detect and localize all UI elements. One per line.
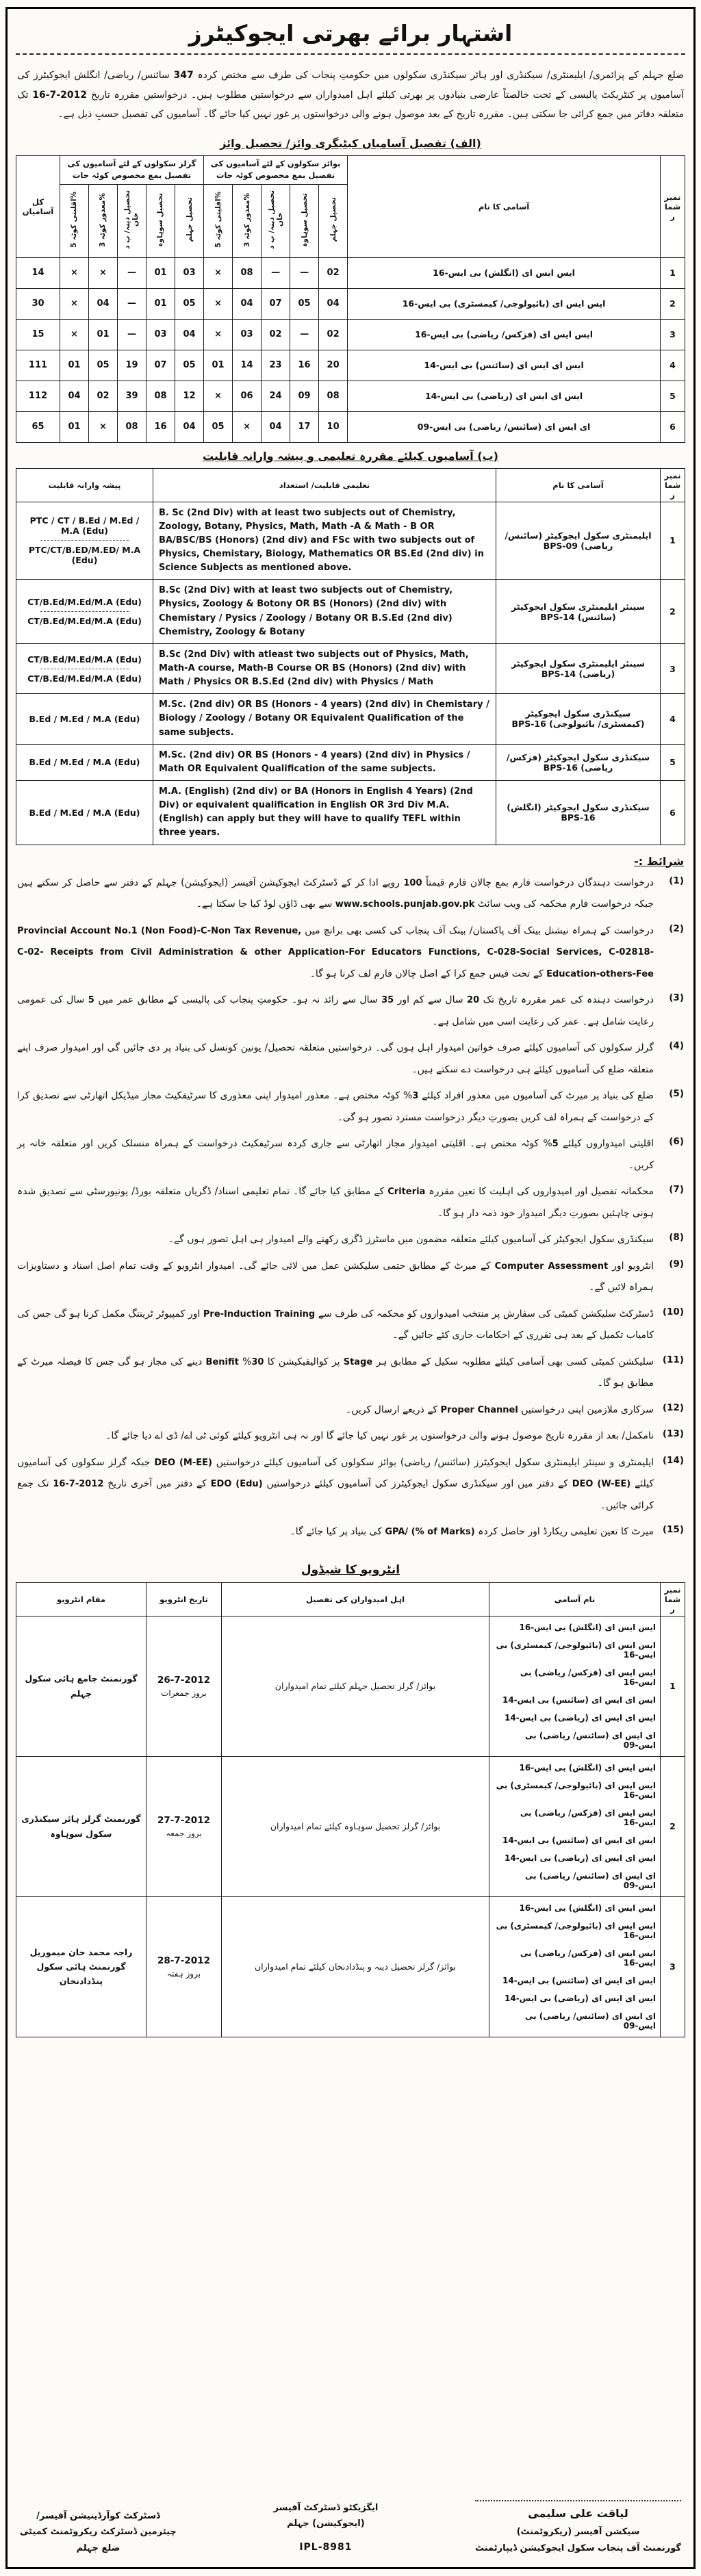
count-cell: 02 [319, 257, 348, 288]
total-cell: 65 [16, 411, 60, 442]
interview-schedule-heading: انٹرویو کا شیڈول [301, 1562, 400, 1577]
post-name-cell: ایس ای ایس ای (ریاضی) بی ایس-14 [348, 381, 661, 411]
girls-group-header: گرلز سکولوں کے لئے آسامیوں کی تفصیل بمع مخصوص کوٹہ جات [60, 156, 204, 185]
detail-col-header: اہل امیدواران کی تفصیل [222, 1582, 489, 1616]
academic-qualification-cell: M.A. (English) (2nd div) or BA (Honors in English 4 Years) (2nd Div) or equivalent qualification in English OR 3rd Div M.A. (English) can apply but they will have to qualify TEFL within three years. [153, 780, 496, 845]
condition-item [17, 920, 684, 986]
post-col-header: آسامی کا نام [348, 156, 661, 258]
count-cell: × [204, 257, 233, 288]
count-cell: 02 [89, 381, 118, 411]
academic-qualification-cell: B. Sc (2nd Div) with at least two subjects out of Chemistry, Zoology, Botany, Physics, Math, Math -A & Math - B OR BA/BSC/BS (Honors) (2nd div) and FSc with two subjects out of Physics, Chemistary, Biology, Mathematics OR BS.Ed (2nd div) in Science Subjects as mentioned above. [153, 502, 496, 580]
post-name-cell: ایس ای ایس ای (سائنس) بی ایس-14 [348, 350, 661, 381]
condition-item [17, 990, 684, 1033]
qualification-row [16, 694, 685, 744]
condition-text: درخواست کے ہمراہ نیشنل بینک آف پاکستان/ بینک آف پنجاب کی کسی بھی برانچ میں Provincial Account No.1 (Non Food)-C-Non Tax Revenue, C-02- Receipts from Civil Administration & other Application-For Educators Functions, C-028-Social Services, C-02818-Education-others-Fee کے تحت فیس جمع کرا کے اصل چالان فارم لف کرنا ہو گا۔ [17, 925, 654, 979]
count-cell: 02 [262, 319, 290, 350]
post-line: ایس ای ایس ای (ریاضی) بی ایس-14 [505, 1712, 656, 1723]
schedule-row [16, 1756, 685, 1896]
count-cell: 07 [262, 288, 290, 319]
vacancy-table-head [16, 156, 685, 258]
professional-qualification-cell [16, 780, 153, 845]
professional-line: CT/B.Ed/M.Ed/M.A (Edu) [27, 616, 142, 627]
count-cell: × [204, 288, 233, 319]
total-cell: 14 [16, 257, 60, 288]
quota-col-header [204, 184, 233, 257]
condition-text: انٹرویو اور Computer Assessment کے میرٹ کے مطابق حتمی سلیکشن عمل میں لائی جائے گی۔ امیدوار انٹرویو کے وقت تمام اصل اسناد و دستاویزات ہمراہ لائیں گے۔ [17, 1260, 654, 1293]
serial-cell: 3 [661, 319, 685, 350]
condition-text: گرلز سکولوں کی آسامیوں کیلئے صرف خواتین امیدوار اہل ہوں گی۔ درخواستیں متعلقہ تحصیل/ یونین کونسل کی بنیاد پر دی جائیں گی اور امیدوار صرف اپنے متعلقہ ضلع کی آسامیوں کیلئے ہی درخواست دے سکتے ہیں۔ [17, 1042, 654, 1075]
total-cell: 111 [16, 350, 60, 381]
condition-number: (6) [669, 1136, 684, 1148]
post-name-cell: سینئر ایلیمنٹری سکول ایجوکیٹر (سائنس) BPS-14 [496, 580, 661, 644]
qualification-table-head [16, 468, 685, 502]
serial-cell: 3 [661, 643, 685, 693]
conditions-list [17, 873, 684, 1543]
schedule-row [16, 1896, 685, 2037]
post-line: ایس ای ایس ای (ریاضی) بی ایس-14 [505, 1853, 656, 1863]
post-line: ایس ای ایس ای (سائنس) بی ایس-14 [502, 1695, 656, 1705]
post-name-cell: سینئر ایلیمنٹری سکول ایجوکیٹر (ریاضی) BPS-14 [496, 643, 661, 693]
condition-item [17, 1133, 684, 1176]
condition-number: (2) [669, 923, 684, 934]
count-cell: 04 [60, 381, 89, 411]
condition-number: (15) [662, 1524, 684, 1536]
qualification-row [16, 580, 685, 644]
ad-frame [5, 7, 696, 2569]
qualification-row [16, 744, 685, 780]
condition-item [17, 873, 684, 916]
condition-number: (3) [669, 992, 684, 1004]
date-cell [146, 1756, 222, 1896]
condition-number: (10) [662, 1306, 684, 1317]
serial-col-header: نمبر شمار [661, 468, 685, 502]
serial-cell: 1 [661, 1616, 685, 1756]
post-line: ای ایس ای (سائنس/ ریاضی) بی ایس-09 [524, 1870, 656, 1890]
count-cell: 14 [233, 350, 262, 381]
vacancy-row [16, 288, 685, 319]
ipl-number: IPL-8981 [299, 2541, 353, 2553]
venue-cell: گورنمنٹ جامع ہائی سکول جہلم [16, 1616, 146, 1756]
condition-number: (14) [662, 1454, 684, 1466]
post-line: ایس ایس ای (انگلش) بی ایس-16 [519, 1762, 656, 1773]
table-a-body [16, 257, 685, 442]
post-line: ایس ایس ای (فزکس/ ریاضی) بی ایس-16 [520, 1948, 656, 1968]
professional-line: CT/B.Ed/M.Ed/M.A (Edu) [27, 654, 142, 665]
serial-cell: 2 [661, 580, 685, 644]
ad-title: اشتہار برائے بھرتی ایجوکیٹرز [16, 17, 685, 55]
divider [40, 611, 128, 612]
candidates-detail-cell: بوائز/ گرلز تحصیل دینہ و پنڈدادنخان کیلئے تمام امیدواران [222, 1896, 489, 2037]
condition-text: محکمانہ تفصیل اور امیدواروں کی اہلیت کا تعین مقررہ Criteria کے مطابق کیا جائے گا۔ تمام تعلیمی اسناد/ ڈگریاں متعلقہ بورڈ/ یونیورسٹی سے تصدیق شدہ ہونی چاہئیں بصورتِ دیگر امیدوار خود ذمہ دار ہو گا۔ [17, 1186, 654, 1219]
post-line: ایس ایس ای (فزکس/ ریاضی) بی ایس-16 [520, 1667, 656, 1687]
signatory-title: سیکشن آفیسر (ریکروٹمنٹ) [516, 2527, 640, 2538]
count-cell: — [290, 257, 319, 288]
count-cell: 03 [233, 319, 262, 350]
post-name-cell: ای ایس ای (سائنس/ ریاضی) بی ایس-09 [348, 411, 661, 442]
divider [40, 540, 128, 541]
post-line: ایس ایس ای (بائیولوجی/ کیمسٹری) بی ایس-16 [496, 1780, 656, 1800]
count-cell: 04 [175, 319, 204, 350]
condition-number: (7) [669, 1184, 684, 1196]
table-header-row [16, 1582, 685, 1616]
quota-col-label: تحصیل جہلم [185, 197, 194, 242]
condition-item [17, 1085, 684, 1129]
condition-number: (9) [669, 1258, 684, 1270]
section-a-heading: (الف) تفصیل آسامیاں کیٹیگری وائز/ تحصیل وائز [220, 137, 481, 151]
academic-qualification-cell: B.Sc (2nd Div) with at least two subjects out of Chemistry, Physics, Zoology & Botony OR BS (Honors) (2nd div) with Chemistary / Pysics / Zoology / Botany OR B.S.Ed (2nd div) Chemistry, Zoology & Botany [153, 580, 496, 644]
quota-col-header [89, 184, 118, 257]
count-cell: 04 [89, 288, 118, 319]
count-cell: × [204, 319, 233, 350]
condition-item [17, 1452, 684, 1517]
count-cell: 01 [89, 319, 118, 350]
condition-item [17, 1304, 684, 1347]
qualification-row [16, 780, 685, 845]
post-col-header: نام آسامی [489, 1582, 661, 1616]
academic-qualification-cell: B.Sc (2nd Div) with atleast two subjects out of Physics, Math, Math-A course, Math-B Course OR BS (Honors) (2nd div) with Math / Physics OR B.S.Ed (2nd div) with Physics / Math [153, 643, 496, 693]
table-header-row [16, 468, 685, 502]
signatory-office: (ایجوکیشن) جہلم [287, 2519, 365, 2529]
condition-item [17, 1256, 684, 1299]
schedule-table-head [16, 1582, 685, 1616]
serial-cell: 5 [661, 381, 685, 411]
post-line: ایس ای ایس ای (سائنس) بی ایس-14 [502, 1975, 656, 1985]
table-b-body [16, 502, 685, 845]
condition-text: نامکمل/ بعد از مقررہ تاریخ موصول ہونے والی درخواستوں پر غور نہیں کیا جائے گا اور نہ ہی انٹرویو کیلئے کوئی ٹی اے/ ڈی اے دیا جائے گا۔ [105, 1430, 654, 1442]
condition-text: درخواست دہندگان درخواست فارم بمع چالان فارم قیمتاً 100 روپے ادا کر کے ڈسٹرکٹ ایجوکیشن آفیسر (ایجوکیشن) جہلم کے دفتر سے حاصل کر سکتے ہیں جبکہ درخواست فارم محکمہ کی ویب سائٹ www.schools.punjab.gov.pk سے بھی ڈاؤن لوڈ کیا جا سکتا ہے۔ [17, 877, 654, 910]
candidates-detail-cell: بوائز/ گرلز تحصیل جہلم کیلئے تمام امیدواران [222, 1616, 489, 1756]
post-name-cell: ایلیمنٹری سکول ایجوکیٹر (سائنس/ ریاضی) BPS-09 [496, 502, 661, 580]
quota-col-label: تحصیل سوہاوہ [156, 192, 165, 247]
interview-day: بروز جمعرات [161, 1688, 207, 1698]
condition-text: ایلیمنٹری و سینئر ایلیمنٹری سکول ایجوکیٹرز (سائنس/ ریاضی) بوائز سکولوں کی آسامیوں کیلئے درخواستیں DEO (M-EE) جبکہ گرلز سکولوں کی آسامیوں کیلئے DEO (W-EE) کے دفتر میں اور سیکنڈری سکول ایجوکیٹرز کی آسامیوں کیلئے درخواستیں EDO (Edu) کے دفتر میں آخری تاریخ 16-7-2012 تک جمع کرائی جائیں۔ [17, 1456, 654, 1511]
condition-item [17, 1521, 684, 1543]
schedule-row [16, 1616, 685, 1756]
condition-item [17, 1229, 684, 1251]
count-cell: 23 [262, 350, 290, 381]
signatory-district: ضلع جہلم [76, 2542, 120, 2553]
count-cell: 08 [233, 257, 262, 288]
condition-number: (13) [662, 1428, 684, 1440]
count-cell: 05 [204, 411, 233, 442]
condition-number: (8) [669, 1232, 684, 1244]
count-cell: 01 [146, 257, 175, 288]
count-cell: 12 [175, 381, 204, 411]
interview-date: 28-7-2012 [157, 1955, 210, 1966]
count-cell: — [118, 288, 146, 319]
venue-cell: گورنمنٹ گرلز ہائر سیکنڈری سکول سوہاوہ [16, 1756, 146, 1896]
count-cell: × [89, 257, 118, 288]
posts-cell [489, 1616, 661, 1756]
post-name-cell: سیکنڈری سکول ایجوکیٹر (انگلش) BPS-16 [496, 780, 661, 845]
serial-cell: 1 [661, 257, 685, 288]
count-cell: 20 [319, 350, 348, 381]
quota-col-label: معذور کوٹہ 3% [99, 192, 107, 247]
signature-right-block [475, 2500, 681, 2556]
post-line: ای ایس ای (سائنس/ ریاضی) بی ایس-09 [524, 2011, 656, 2031]
count-cell: 04 [175, 411, 204, 442]
signatory-name: لیاقت علی سلیمی [475, 2500, 681, 2524]
quota-col-header [233, 184, 262, 257]
condition-text: ضلع کی بنیاد پر میرٹ کی آسامیوں میں معذور افراد کیلئے 3% کوٹہ مختص ہے۔ معذور امیدوار اپنی معذوری کا سرٹیفکیٹ مجاز میڈیکل اتھارٹی سے تصدیق کرا کے درخواست کے ہمراہ لف کریں بصورتِ دیگر درخواست مسترد تصور ہو گی۔ [17, 1090, 654, 1123]
count-cell: 05 [175, 288, 204, 319]
interview-day: بروز ہفتہ [166, 1968, 201, 1979]
quota-col-label: تحصیل سوہاوہ [300, 192, 309, 247]
professional-line: PTC / CT / B.Ed / M.Ed / M.A (Edu) [29, 515, 140, 537]
count-cell: 09 [290, 381, 319, 411]
count-cell: — [118, 319, 146, 350]
quota-col-label: تحصیل دینہ/ پ د خان [123, 190, 140, 250]
post-line: ای ایس ای (سائنس/ ریاضی) بی ایس-09 [524, 1730, 656, 1750]
signature-left-block [20, 2508, 177, 2556]
quota-col-header [118, 184, 146, 257]
condition-number: (4) [669, 1040, 684, 1052]
interview-date: 27-7-2012 [157, 1814, 210, 1826]
signatory-department: گورنمنٹ آف پنجاب سکول ایجوکیشن ڈیپارٹمنٹ [475, 2542, 681, 2553]
posts-cell [489, 1896, 661, 2037]
post-line: ایس ایس ای (انگلش) بی ایس-16 [519, 1903, 656, 1913]
quota-col-label: اقلیتی کوٹہ 5% [214, 192, 222, 248]
condition-text: سرکاری ملازمین اپنی درخواستیں Proper Channel کے ذریعے ارسال کریں۔ [346, 1404, 654, 1415]
professional-line: B.Ed / M.Ed / M.A (Edu) [29, 713, 140, 724]
professional-line: CT/B.Ed/M.Ed/M.A (Edu) [27, 673, 142, 684]
total-cell: 15 [16, 319, 60, 350]
quota-col-header [262, 184, 290, 257]
condition-number: (5) [669, 1088, 684, 1100]
count-cell: × [60, 257, 89, 288]
professional-line: PTC/CT/B.ED/M.ED/ M.A (Edu) [28, 545, 141, 566]
quota-col-label: اقلیتی کوٹہ 5% [70, 192, 79, 248]
academic-qualification-cell: M.Sc. (2nd div) OR BS (Honors - 4 years) (2nd div) in Physics / Math OR Equivalent Qualification of the same subjects. [153, 744, 496, 780]
quota-col-header [175, 184, 204, 257]
signature-row [20, 2500, 681, 2556]
posts-cell [489, 1756, 661, 1896]
count-cell: × [89, 411, 118, 442]
signatory-title: ڈسٹرکٹ کوآرڈینیشن آفیسر/ [36, 2510, 160, 2521]
count-cell: 01 [146, 288, 175, 319]
vacancy-row [16, 257, 685, 288]
condition-number: (11) [662, 1354, 684, 1365]
vacancy-row [16, 381, 685, 411]
academic-col-header: تعلیمی قابلیت/ استعداد [153, 468, 496, 502]
date-col-header: تاریخ انٹرویو [146, 1582, 222, 1616]
condition-number: (1) [669, 875, 684, 886]
professional-col-header: پیشہ وارانہ قابلیت [16, 468, 153, 502]
serial-cell: 3 [661, 1896, 685, 2037]
count-cell: 01 [60, 411, 89, 442]
condition-text: میرٹ کا تعین تعلیمی ریکارڈ اور حاصل کردہ GPA/ (% of Marks) کی بنیاد پر کیا جائے گا۔ [290, 1526, 654, 1538]
signatory-committee: چیئرمین ڈسٹرکٹ ریکروٹمنٹ کمیٹی [20, 2527, 177, 2538]
count-cell: × [204, 381, 233, 411]
quota-col-header [60, 184, 89, 257]
count-cell: 10 [319, 411, 348, 442]
count-cell: — [118, 257, 146, 288]
professional-qualification-cell [16, 744, 153, 780]
venue-col-header: مقام انٹرویو [16, 1582, 146, 1616]
section-b-heading: (ب) آسامیوں کیلئے مقررہ تعلیمی و پیشہ وارانہ قابلیت [202, 449, 498, 463]
count-cell: 03 [146, 319, 175, 350]
professional-qualification-cell [16, 580, 153, 644]
count-cell: 04 [319, 288, 348, 319]
intro-paragraph: ضلع جہلم کے پرائمری/ ایلیمنٹری/ سیکنڈری اور ہائر سیکنڈری سکولوں میں حکومتِ پنجاب کی طرف سے مختص کردہ 347 سائنس/ ریاضی/ انگلش ایجوکیٹرز کی آسامیوں پر کنٹریکٹ پالیسی کے تحت خالصتاً عارضی بنیادوں پر بھرتی کیلئے اہل امیدواران سے درخواستیں مطلوب ہیں۔ درخواستیں مقررہ تاریخ 16-7-2012 تک متعلقہ دفاتر میں جمع کرائی جا سکتی ہیں۔ مقررہ تاریخ کے بعد موصول ہونے والی درخواستوں پر غور نہیں کیا جائے گا۔ آسامیوں کی تفصیل حسبِ ذیل ہے۔ [17, 70, 684, 120]
date-cell [146, 1896, 222, 2037]
interview-date: 26-7-2012 [157, 1674, 210, 1686]
conditions-section [17, 855, 684, 1548]
condition-number: (12) [662, 1402, 684, 1413]
serial-cell: 2 [661, 1756, 685, 1896]
count-cell: 05 [290, 288, 319, 319]
condition-item [17, 1400, 684, 1421]
qualification-row [16, 502, 685, 580]
count-cell: 19 [118, 350, 146, 381]
professional-qualification-cell [16, 643, 153, 693]
post-col-header: آسامی کا نام [496, 468, 661, 502]
count-cell: 08 [118, 411, 146, 442]
post-name-cell: ایس ایس ای (فزکس/ ریاضی) بی ایس-16 [348, 319, 661, 350]
count-cell: — [290, 319, 319, 350]
post-name-cell: سیکنڈری سکول ایجوکیٹر (کیمسٹری/ بائیولوجی) BPS-16 [496, 694, 661, 744]
professional-qualification-cell [16, 694, 153, 744]
condition-item [17, 1426, 684, 1447]
post-name-cell: ایس ایس ای (بائیولوجی/ کیمسٹری) بی ایس-16 [348, 288, 661, 319]
condition-text: سلیکشن کمیٹی کسی بھی آسامی کیلئے مطلوبہ سکیل کے مطابق ہر Stage پر کوالیفیکیشن کا 30% Benifit دینے کی مجاز ہو گی جس کا فیصلہ میرٹ کے مطابق ہو گا۔ [17, 1356, 654, 1389]
signatory-title: ایگزیکٹو ڈسٹرکٹ آفیسر [273, 2503, 379, 2514]
count-cell: 16 [290, 350, 319, 381]
post-line: ایس ایس ای (فزکس/ ریاضی) بی ایس-16 [520, 1807, 656, 1827]
count-cell: 08 [146, 381, 175, 411]
count-cell: 04 [233, 288, 262, 319]
count-cell: 02 [319, 319, 348, 350]
quota-col-header [319, 184, 348, 257]
count-cell: 06 [233, 381, 262, 411]
count-cell: 07 [146, 350, 175, 381]
professional-line: B.Ed / M.Ed / M.A (Edu) [29, 757, 140, 768]
count-cell: 16 [146, 411, 175, 442]
table-header-row [16, 156, 685, 185]
count-cell: 39 [118, 381, 146, 411]
count-cell: × [233, 411, 262, 442]
professional-line: B.Ed / M.Ed / M.A (Edu) [29, 807, 140, 818]
count-cell: 24 [262, 381, 290, 411]
academic-qualification-cell: M.Sc. (2nd div) OR BS (Honors - 4 years) (2nd div) in Chemistary / Biology / Zoology / Botany OR Equivalent Qualification of the same subjects. [153, 694, 496, 744]
quota-col-header [146, 184, 175, 257]
count-cell: 05 [89, 350, 118, 381]
interview-day: بروز جمعہ [166, 1828, 202, 1838]
vacancy-row [16, 350, 685, 381]
spacer [16, 2037, 685, 2488]
condition-text: سیکنڈری سکول ایجوکیٹر کی آسامیوں کیلئے متعلقہ مضمون میں ماسٹرز ڈگری رکھنے والے امیدوار ہی اہل تصور ہوں گے۔ [168, 1234, 654, 1246]
condition-item [17, 1038, 684, 1081]
count-cell: 08 [319, 381, 348, 411]
serial-cell: 5 [661, 744, 685, 780]
serial-cell: 6 [661, 411, 685, 442]
post-name-cell: سیکنڈری سکول ایجوکیٹر (فزکس/ ریاضی) BPS-16 [496, 744, 661, 780]
count-cell: 01 [204, 350, 233, 381]
count-cell: 05 [175, 350, 204, 381]
serial-cell: 2 [661, 288, 685, 319]
total-col-header: کل آسامیاں [16, 156, 60, 258]
post-line: ایس ای ایس ای (سائنس) بی ایس-14 [502, 1835, 656, 1845]
post-line: ایس ای ایس ای (ریاضی) بی ایس-14 [505, 1993, 656, 2003]
condition-item [17, 1181, 684, 1224]
condition-item [17, 1352, 684, 1395]
qualification-row [16, 643, 685, 693]
serial-col-header: نمبر شمار [661, 1582, 685, 1616]
signature-center-block [274, 2500, 379, 2556]
count-cell: 04 [262, 411, 290, 442]
vacancy-detail-table [16, 155, 685, 443]
post-name-cell: ایس ایس ای (انگلش) بی ایس-16 [348, 257, 661, 288]
count-cell: × [60, 288, 89, 319]
vacancy-row [16, 319, 685, 350]
interview-schedule-table [16, 1582, 685, 2037]
condition-text: اقلیتی امیدواروں کیلئے 5% کوٹہ مختص ہے۔ اقلیتی امیدوار مجاز اتھارٹی سے جاری کردہ سرٹیفکیٹ درخواست کے ہمراہ منسلک کریں اور متعلقہ خانہ پر کریں۔ [17, 1138, 654, 1171]
serial-cell: 4 [661, 694, 685, 744]
quota-col-label: تحصیل جہلم [329, 197, 337, 242]
professional-qualification-cell [16, 502, 153, 580]
quota-col-label: تحصیل دینہ/ پ د خان [267, 190, 284, 250]
condition-text: درخواست دہندہ کی عمر مقررہ تاریخ تک 20 سال سے کم اور 35 سال سے زائد نہ ہو۔ حکومتِ پنجاب کی پالیسی کے مطابق عمر میں 5 سال کی عمومی رعایت شامل ہے۔ عمر کی رعایت اسی میں شامل ہے۔ [17, 994, 654, 1027]
count-cell: 03 [175, 257, 204, 288]
serial-cell: 4 [661, 350, 685, 381]
count-cell: 17 [290, 411, 319, 442]
schedule-body [16, 1616, 685, 2037]
conditions-heading: شرائط :- [634, 854, 684, 868]
serial-cell: 1 [661, 502, 685, 580]
venue-cell: راجہ محمد خان میموریل گورنمنٹ ہائی سکول پنڈدادنخان [16, 1896, 146, 2037]
post-line: ایس ایس ای (انگلش) بی ایس-16 [519, 1622, 656, 1632]
condition-text: ڈسٹرکٹ سلیکشن کمیٹی کی سفارش پر منتخب امیدواروں کو محکمہ کی طرف سے Pre-Induction Training اور کمپیوٹر ٹریننگ مکمل کرنا ہو گی جس کی کامیاب تکمیل کے بعد ہی تقرری کے احکامات جاری کئے جائیں گے۔ [17, 1308, 654, 1341]
vacancy-row [16, 411, 685, 442]
serial-cell: 6 [661, 780, 685, 845]
total-cell: 112 [16, 381, 60, 411]
count-cell: 01 [60, 350, 89, 381]
total-cell: 30 [16, 288, 60, 319]
count-cell: — [262, 257, 290, 288]
quota-col-header [290, 184, 319, 257]
professional-line: CT/B.Ed/M.Ed/M.A (Edu) [27, 597, 142, 608]
qualification-table [16, 468, 685, 845]
count-cell: × [60, 319, 89, 350]
post-line: ایس ایس ای (بائیولوجی/ کیمسٹری) بی ایس-16 [496, 1920, 656, 1940]
quota-col-label: معذور کوٹہ 3% [242, 192, 251, 247]
candidates-detail-cell: بوائز/ گرلز تحصیل سوہاوہ کیلئے تمام امیدواران [222, 1756, 489, 1896]
date-cell [146, 1616, 222, 1756]
boys-group-header: بوائز سکولوں کے لئے آسامیوں کی تفصیل بمع مخصوص کوٹہ جات [204, 156, 348, 185]
serial-col-header: نمبر شمار [661, 156, 685, 258]
post-line: ایس ایس ای (بائیولوجی/ کیمسٹری) بی ایس-16 [496, 1640, 656, 1660]
